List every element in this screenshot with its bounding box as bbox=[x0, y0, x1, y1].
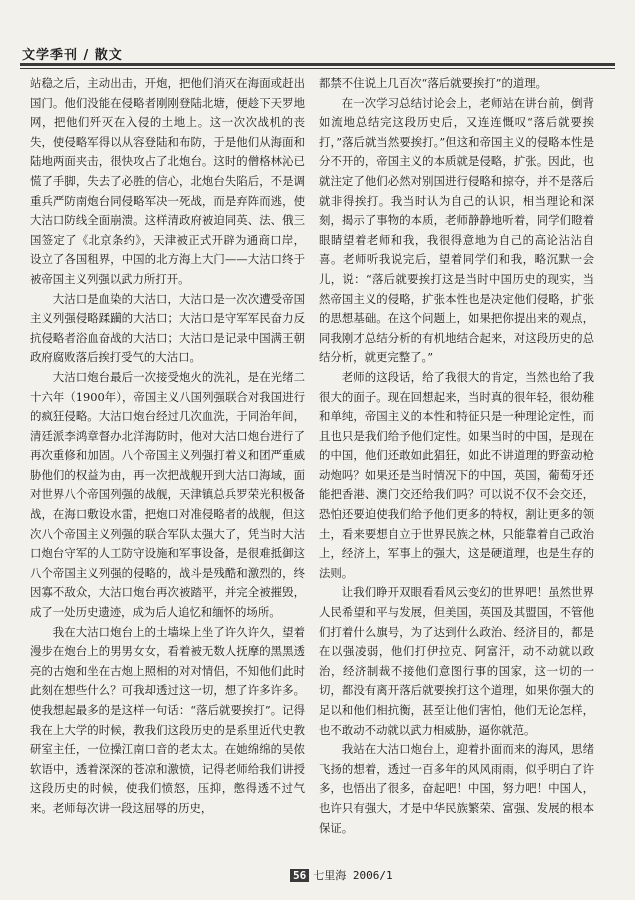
section-header: 文学季刊 / 散文 bbox=[22, 48, 123, 63]
text-column-left bbox=[30, 74, 305, 819]
paragraph: 我站在大沽口炮台上，迎着扑面而来的海风，思绪飞扬的想着，透过一百多年的风风雨雨，似乎明白了许多，也悟出了很多，奋起吧！中国，努力吧！中国人，也许只有强大，才是中华民族繁荣、富强、发展的根本保证。 bbox=[319, 742, 594, 835]
text-column-right bbox=[319, 74, 594, 838]
paragraph: 让我们睁开双眼看看风云变幻的世界吧！虽然世界人民希望和平与发展，但美国，英国及其盟国，不管他们打着什么旗号，为了达到什么政治、经济目的，都是在以强凌弱，他们打伊拉克、阿富汗，动不动就以政治，经济制裁不接他们意图行事的国家，这一切的一切，都没有离开落后就要挨打这个道理，如果你强大的足以和他们相抗衡，甚至让他们害怕，他们无论怎样，也不敢动不动就以武力相威胁，逼你就范。 bbox=[319, 585, 594, 737]
paragraph: 我在大沽口炮台上的土墙垛上坐了许久许久，望着漫步在炮台上的男男女女，看着被无数人抚摩的黑黑透亮的古炮和坐在古炮上照相的对对情侣，不知他们此时此刻在想些什么？可我却透过这一切，想了许多许多。使我想起最多的是这样一句话：“落后就要挨打”。记得我在上大学的时候，教我们这段历史的是系里近代史教研室主任，一位操江南口音的老太太。在她绵绵的吴侬软语中，透着深深的苍凉和激愤，记得老师给我们讲授这段历史的时候，使我们愤怒，压抑，憋得透不过气来。老师每次讲一段这屈辱的历史， bbox=[30, 624, 305, 815]
paragraph: 都禁不住说上几百次“落后就要挨打”的道理。 bbox=[319, 76, 548, 90]
paragraph: 大沽口是血染的大沽口，大沽口是一次次遭受帝国主义列强侵略蹂躏的大沽口；大沽口是守军军民奋力反抗侵略者浴血奋战的大沽口；大沽口是记录中国满王朝政府腐败落后挨打受气的大沽口。 bbox=[30, 291, 305, 365]
header-rule bbox=[20, 63, 615, 66]
page-number: 56 bbox=[290, 869, 309, 882]
header-rule-thin bbox=[20, 68, 615, 69]
paragraph: 在一次学习总结讨论会上，老师站在讲台前，倒背如流地总结完这段历史后，又连连慨叹“落后就要挨打，”落后就当然要挨打。”但这和帝国主义的侵略本性是分不开的，帝国主义的本质就是侵略，扩张。因此，也就注定了他们必然对别国进行侵略和掠夺，并不是落后就非得挨打。我当时认为自己的认识，相当理论和深刻，揭示了事物的本质，老师静静地听着，同学们瞪着眼睛望着老师和我，我很得意地为自己的高论沾沾自喜。老师听我说完后，望着同学们和我，略沉默一会儿，说：“落后就要挨打这是当时中国历史的现实，当然帝国主义的侵略，扩张本性也是决定他们侵略，扩张的思想基础。在这个问题上，如果把你提出来的观点，同我刚才总结分析的有机地结合起来，对这段历史的总结分析，就更完整了。” bbox=[319, 95, 594, 365]
paragraph: 老师的这段话，给了我很大的肯定，当然也给了我很大的面子。现在回想起来，当时真的很年轻，很幼稚和单纯，帝国主义的本性和特征只是一种理论定性，而且也只是我们给予他们定性。如果当时的中国，是现在的中国，他们还敢如此猖狂，如此不讲道理的野蛮动枪动炮吗？如果还是当时情况下的中国，英国，葡萄牙还能把香港、澳门交还给我们吗？可以说不仅不会交还，恐怕还要迫使我们给予他们更多的特权，割让更多的领土，看来要想自立于世界民族之林，只能靠着自己政治上，经济上，军事上的强大，这是硬道理，也是生存的法则。 bbox=[319, 369, 594, 580]
paragraph: 站稳之后，主动出击，开炮，把他们消灭在海面或赶出国门。他们没能在侵略者刚刚登陆北塘，便趁下天罗地网，把他们歼灭在入侵的土地上。这一次次战机的丧失，使侵略军得以从容登陆和布防，于是他们从海面和陆地两面夹击，很快攻占了北炮台。这时的僧格林沁已慌了手脚，失去了必胜的信心，北炮台失陷后，不是调重兵严防南炮台同侵略军决一死战，而是弃阵而逃，使大沽口防线全面崩溃。这样清政府被迫同英、法、俄三国签定了《北京条约》，天津被正式开辟为通商口岸，设立了各国租界，中国的北方海上大门——大沽口终于被帝国主义列强以武力所打开。 bbox=[30, 76, 305, 286]
paragraph: 大沽口炮台最后一次接受炮火的洗礼，是在光绪二十六年（1900年），帝国主义八国列强联合对我国进行的疯狂侵略。大沽口炮台经过几次血洗，于同治年间，清廷派李鸿章督办北洋海防时，他对大沽口炮台进行了再次重修和加固。八个帝国主义列强打着义和团严重威胁他们的权益为由，再一次把战舰开到大沽口海域，面对世界八个帝国列强的战舰，天津镇总兵罗荣光积极备战，在海口敷设水雷，把炮口对准侵略者的战舰，但这次八个帝国主义列强的联合军队太强大了，凭当时大沽口炮台守军的人工防守设施和军事设备，是很难抵御这八个帝国主义列强的侵略的，战斗是残酷和激烈的，终因寡不敌众，大沽口炮台再次被踏平，并完全被摧毁，成了一处历史遗迹，成为后人追忆和缅怀的场所。 bbox=[30, 369, 305, 620]
journal-issue: 七里海 2006/1 bbox=[313, 869, 393, 882]
page-footer bbox=[290, 867, 393, 883]
